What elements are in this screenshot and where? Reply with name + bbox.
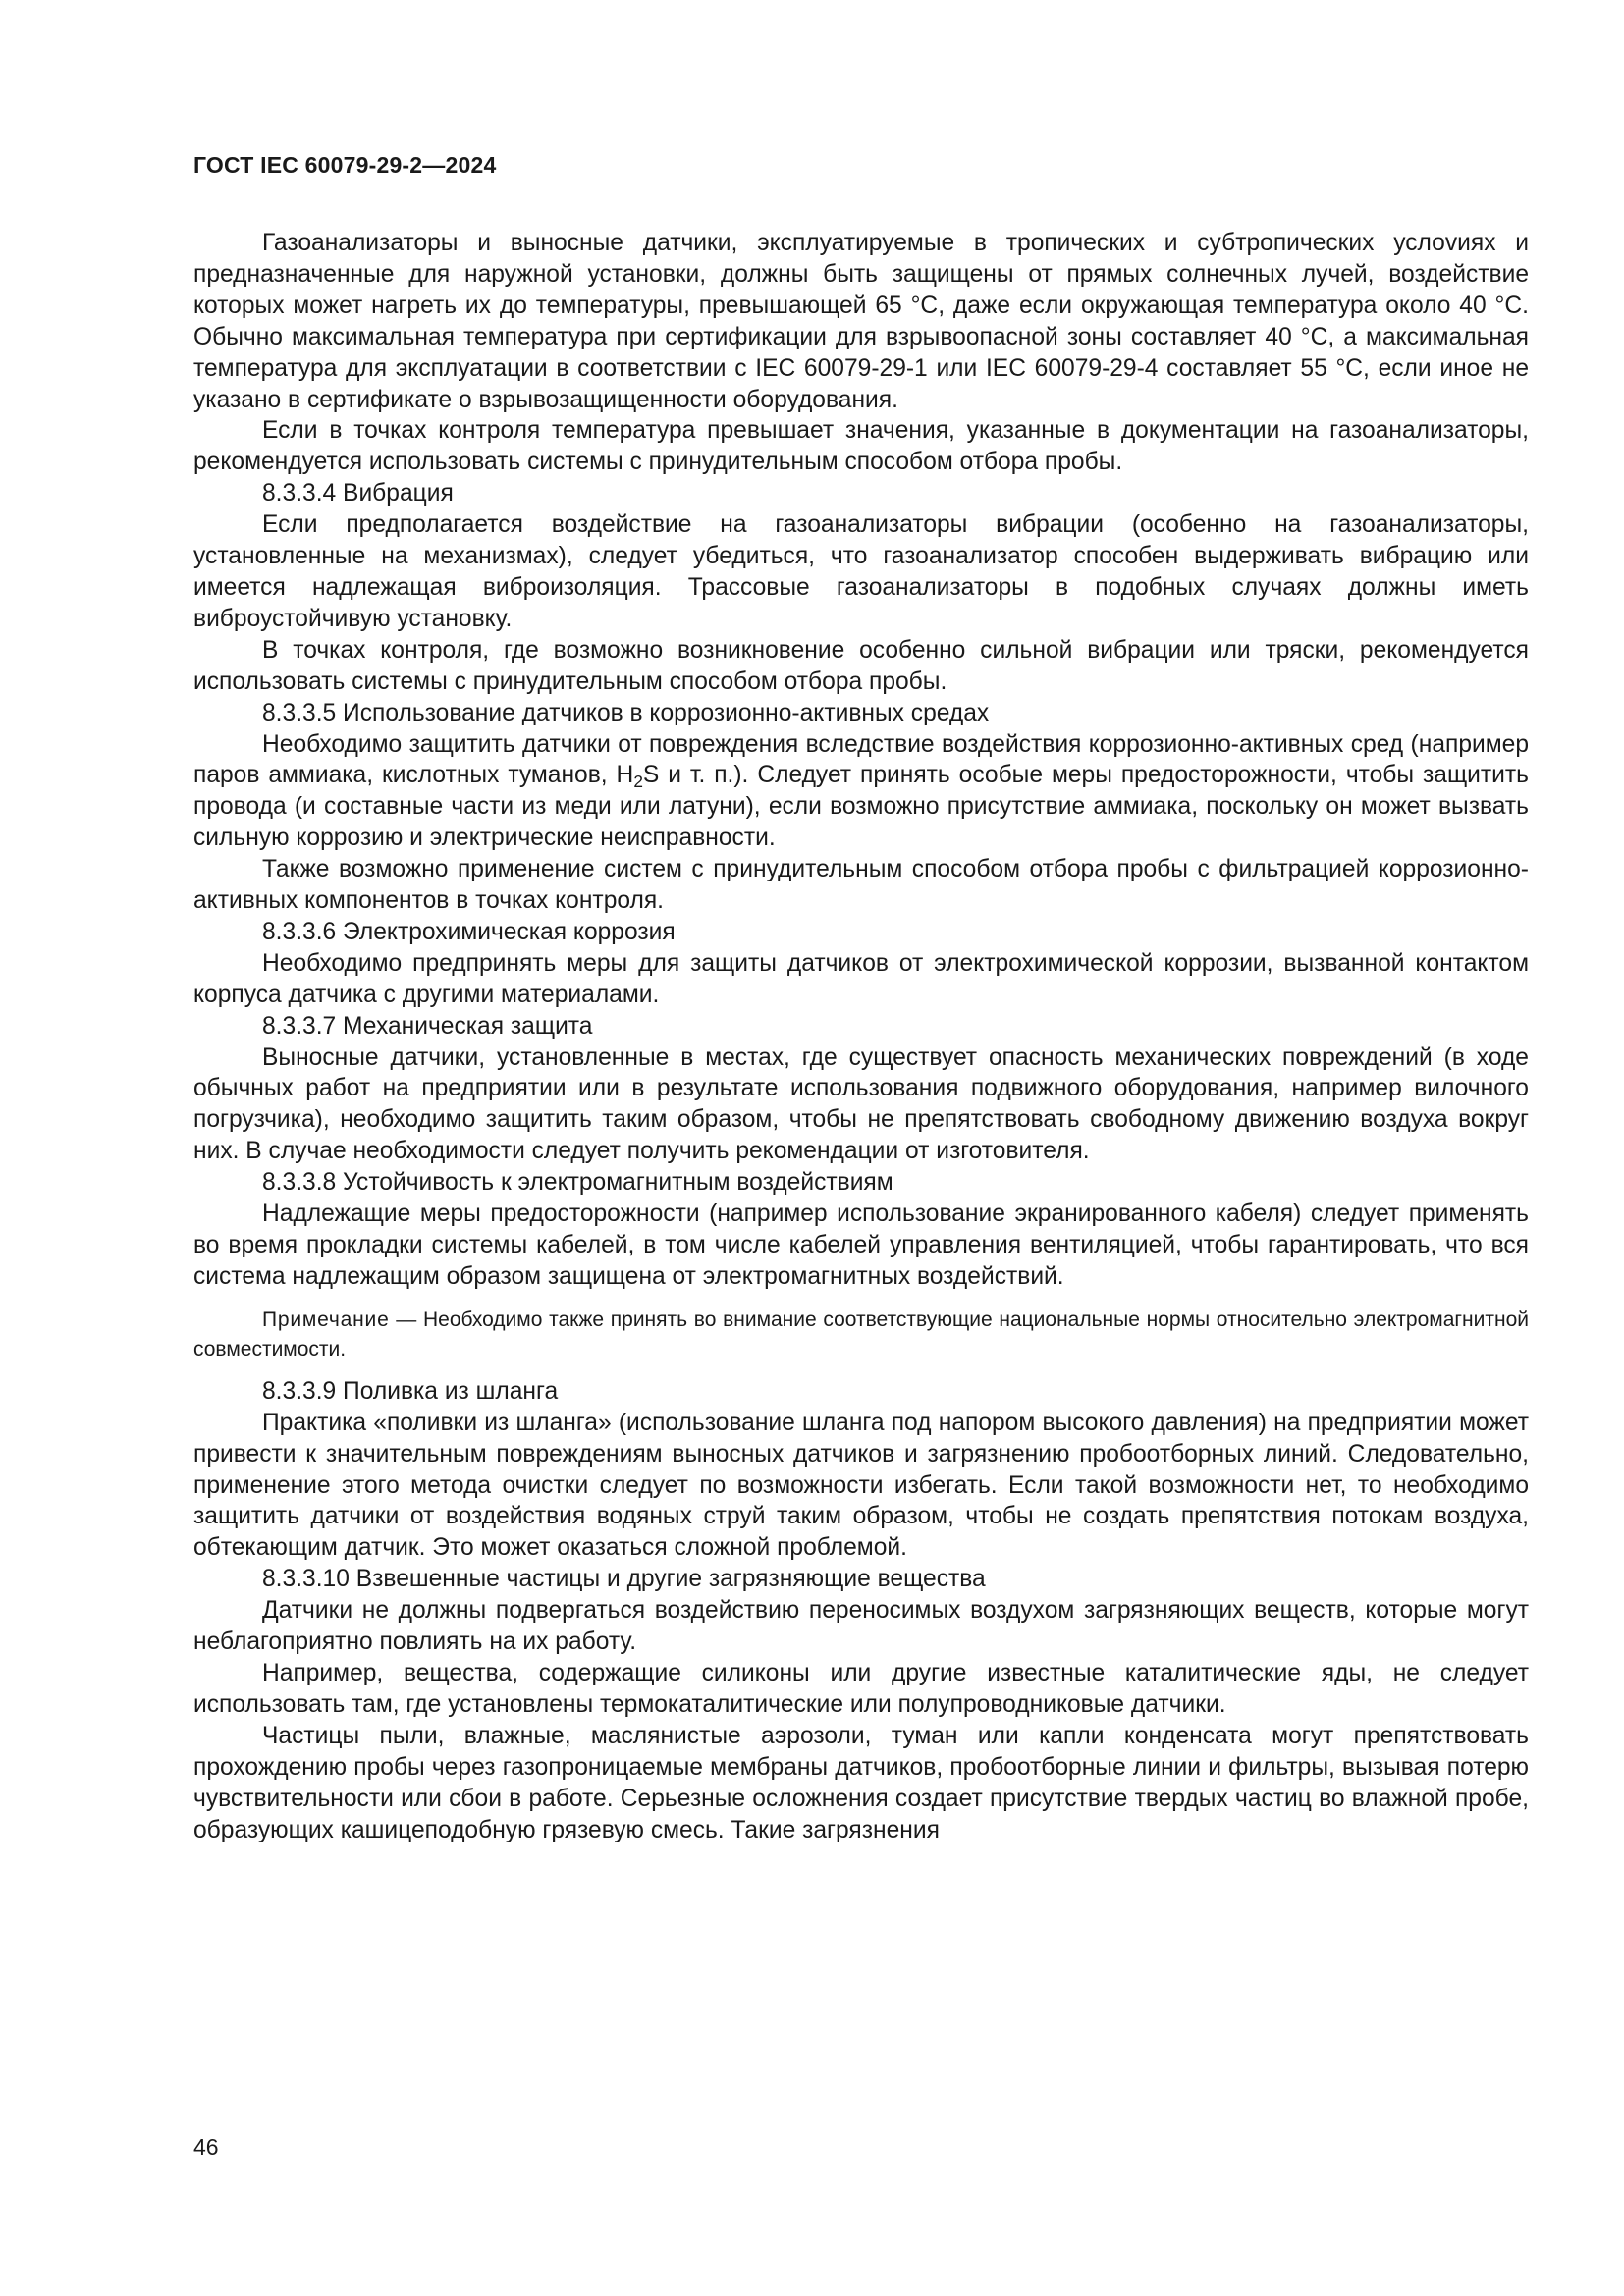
paragraph-emc: Надлежащие меры предосторожности (например использование экранированного кабеля) следует применять во время прокладки системы кабелей, в том числе кабелей управления вентиляцией, чтобы гарантировать, что вся система надлежащим образом защищена от электромагнитных воздействий. <box>193 1201 1529 1290</box>
note-label: Примечание <box>262 1308 390 1331</box>
paragraph-corrosive-media <box>193 729 1529 855</box>
section-heading-8-3-3-10: 8.3.3.10 Взвешенные частицы и другие загрязняющие вещества <box>262 1566 986 1593</box>
paragraph-mechanical-protection: Выносные датчики, установленные в местах, где существует опасность механических повреждений (в ходе обычных работ на предприятии или в результате использования подвижного оборудования, например вилочного погрузчика), необходимо защитить таким образом, чтобы не препятствовать свободному движению воздуха вокруг них. В случае необходимости следует получить рекомендации от изготовителя. <box>193 1043 1529 1165</box>
paragraph-vibration-sampling: В точках контроля, где возможно возникновение особенно сильной вибрации или тряски, рекомендуется использовать системы с принудительным способом отбора пробы. <box>193 636 1529 695</box>
note-dash: — <box>389 1308 423 1331</box>
note-text: Необходимо также принять во внимание соответствующие национальные нормы относительно электромагнитной совместимости. <box>193 1308 1530 1361</box>
corrosive-text-end: S и т. п.). Следует принять особые меры предосторожности, чтобы защитить провода (и составные части из меди или латуни), если возможно присутствие аммиака, поскольку он может вызвать сильную коррозию и электрические неисправности. <box>193 762 1529 852</box>
paragraph-electrochemical: Необходимо предпринять меры для защиты датчиков от электрохимической коррозии, вызванной контактом корпуса датчика с другими материалами. <box>193 949 1529 1008</box>
section-heading-8-3-3-6: 8.3.3.6 Электрохимическая коррозия <box>262 918 676 945</box>
paragraph-tropical-installation: Газоанализаторы и выносные датчики, эксплуатируемые в тропических и субтропических услоvиях и предназначенные для наружной установки, должны быть защищены от прямых солнечных лучей, воздействие которых может нагреть их до температуры, превышающей 65 °С, даже если окружающая температура около 40 °С. Обычно максимальная температура при сертификации для взрывоопасной зоны составляет 40 °С, а максимальная температура для эксплуатации в соответствии с IEC 60079-29-1 или IEC 60079-29-4 составляет 55 °С, если иное не указано в сертификате о взрывозащищенности оборудования. <box>193 230 1529 413</box>
section-heading-8-3-3-8: 8.3.3.8 Устойчивость к электромагнитным воздействиям <box>262 1169 893 1197</box>
page-number: 46 <box>193 2134 219 2160</box>
subscript-two: 2 <box>633 772 643 792</box>
paragraph-temperature-exceeded: Если в точках контроля температура превышает значения, указанные в документации на газоанализаторы, рекомендуется использовать системы с принудительным способом отбора пробы. <box>193 417 1529 476</box>
section-heading-8-3-3-7: 8.3.3.7 Механическая защита <box>262 1012 593 1040</box>
section-heading-8-3-3-5: 8.3.3.5 Использование датчиков в коррозионно-активных средах <box>262 699 990 726</box>
paragraph-airborne-contaminants: Датчики не должны подвергаться воздействию переносимых воздухом загрязняющих веществ, которые могут неблагоприятно повлиять на их работу. <box>193 1597 1529 1656</box>
paragraph-hosing: Практика «поливки из шланга» (использование шланга под напором высокого давления) на предприятии может привести к значительным повреждениям выносных датчиков и загрязнению пробоотборных линий. Следовательно, применение этого метода очистки следует по возможности избегать. Если такой возможности нет, то необходимо защитить датчики от воздействия водяных струй таким образом, чтобы не создать препятствия потокам воздуха, обтекающим датчик. Это может оказаться сложной проблемой. <box>193 1409 1529 1562</box>
section-heading-8-3-3-4: 8.3.3.4 Вибрация <box>262 480 454 507</box>
section-heading-8-3-3-9: 8.3.3.9 Поливка из шланга <box>262 1377 559 1405</box>
paragraph-dust-particles: Частицы пыли, влажные, маслянистые аэрозоли, туман или капли конденсата могут препятствовать прохождению пробы через газопроницаемые мембраны датчиков, пробоотборные линии и фильтры, вызывая потерю чувствительности или сбои в работе. Серьезные осложнения создает присутствие твердых частиц во влажной пробе, образующих кашицеподобную грязевую смесь. Такие загрязнения <box>193 1722 1529 1843</box>
note-emc <box>193 1306 1529 1364</box>
paragraph-vibration: Если предполагается воздействие на газоанализаторы вибрации (особенно на газоанализаторы, установленные на механизмах), следует убедиться, что газоанализатор способен выдерживать вибрацию или имеется надлежащая виброизоляция. Трассовые газоанализаторы в подобных случаях должны иметь виброустойчивую установку. <box>193 511 1529 632</box>
page-body <box>193 228 1529 1845</box>
document-header: ГОСТ IEC 60079-29-2—2024 <box>193 152 497 178</box>
corrosive-text-start: Необходимо защитить датчики от повреждения вследствие воздействия коррозионно-активных сред (например паров аммиака, кислотных туманов, H <box>193 730 1529 789</box>
paragraph-filtration: Также возможно применение систем с принудительным способом отбора пробы с фильтрацией коррозионно-активных компонентов в точках контроля. <box>193 856 1529 915</box>
paragraph-catalytic-poisons: Например, вещества, содержащие силиконы или другие известные каталитические яды, не следует использовать там, где установлены термокаталитические или полупроводниковые датчики. <box>193 1659 1529 1718</box>
